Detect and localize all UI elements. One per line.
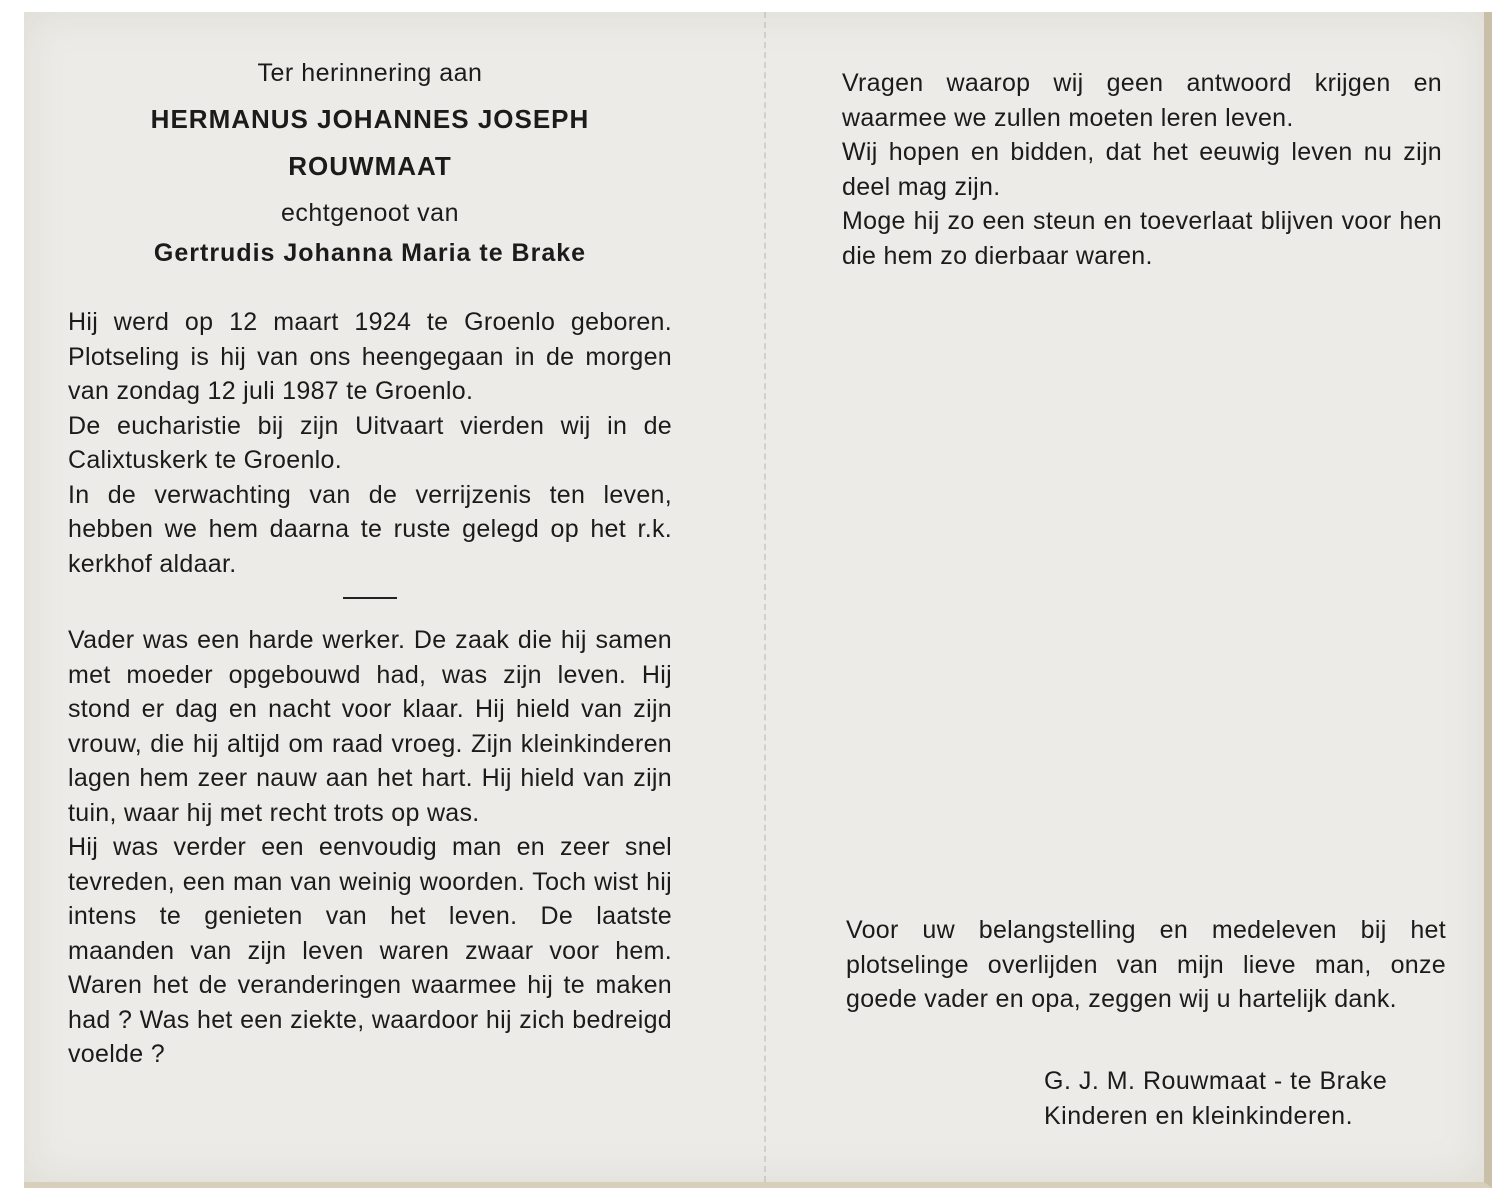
signature-family: Kinderen en kleinkinderen.	[1044, 1101, 1354, 1130]
biography	[68, 305, 672, 581]
reflection-section	[842, 66, 1442, 273]
bio-paragraph-funeral: De eucharistie bij zijn Uitvaart vierden wij in de Calixtuskerk te Groenlo.	[68, 411, 672, 474]
spouse-name: Gertrudis Johanna Maria te Brake	[153, 239, 587, 267]
signature-name: G. J. M. Rouwmaat - te Brake	[1044, 1067, 1388, 1095]
intro-text: Ter herinnering aan	[257, 59, 483, 87]
bio-paragraph-burial: In de verwachting van de verrijzenis ten leven, hebben we hem daarna te ruste gelegd op het r.k. kerkhof aldaar.	[68, 480, 672, 578]
deceased-name-line-1: HERMANUS JOHANNES JOSEPH	[150, 104, 590, 134]
card-fold-line	[764, 12, 766, 1182]
left-panel	[68, 56, 672, 1072]
signature	[1044, 1064, 1387, 1133]
tribute-paragraph-work: Vader was een harde werker. De zaak die hij samen met moeder opgebouwd had, was zijn leven. Hij stond er dag en nacht voor klaar. Hij hield van zijn vrouw, die hij altijd om raad vroeg. Zijn kleinkinderen lagen hem zeer nauw aan het hart. Hij hield van zijn tuin, waar hij met recht trots op was.	[68, 626, 672, 827]
tribute	[68, 623, 672, 1072]
thanks-text: Voor uw belangstelling en medeleven bij het plotselinge overlijden van mijn lieve man, onze goede vader en opa, zeggen wij u hartelijk dank.	[846, 916, 1446, 1013]
thanks-section	[846, 913, 1446, 1017]
reflection-paragraph-prayer: Wij hopen en bidden, dat het eeuwig leven nu zijn deel mag zijn.	[842, 138, 1442, 201]
tribute-paragraph-character: Hij was verder een eenvoudig man en zeer snel tevreden, een man van weinig woorden. Toch wist hij intens te genieten van het leven. De laatste maanden van zijn leven waren zwaar voor hem. Waren het de veranderingen waarmee hij te maken had ? Was het een ziekte, waardoor hij zich bedreigd voelde ?	[68, 833, 672, 1068]
deceased-name-line-2: ROUWMAAT	[288, 151, 452, 181]
bio-paragraph-birth-death: Hij werd op 12 maart 1924 te Groenlo geboren. Plotseling is hij van ons heengegaan in de morgen van zondag 12 juli 1987 te Groenlo.	[68, 308, 672, 405]
spouse-label: echtgenoot van	[281, 199, 459, 227]
reflection-paragraph-questions: Vragen waarop wij geen antwoord krijgen en waarmee we zullen moeten leren leven.	[842, 69, 1442, 132]
reflection-paragraph-support: Moge hij zo een steun en toeverlaat blijven voor hen die hem zo dierbaar waren.	[842, 207, 1442, 270]
section-divider	[343, 597, 397, 599]
